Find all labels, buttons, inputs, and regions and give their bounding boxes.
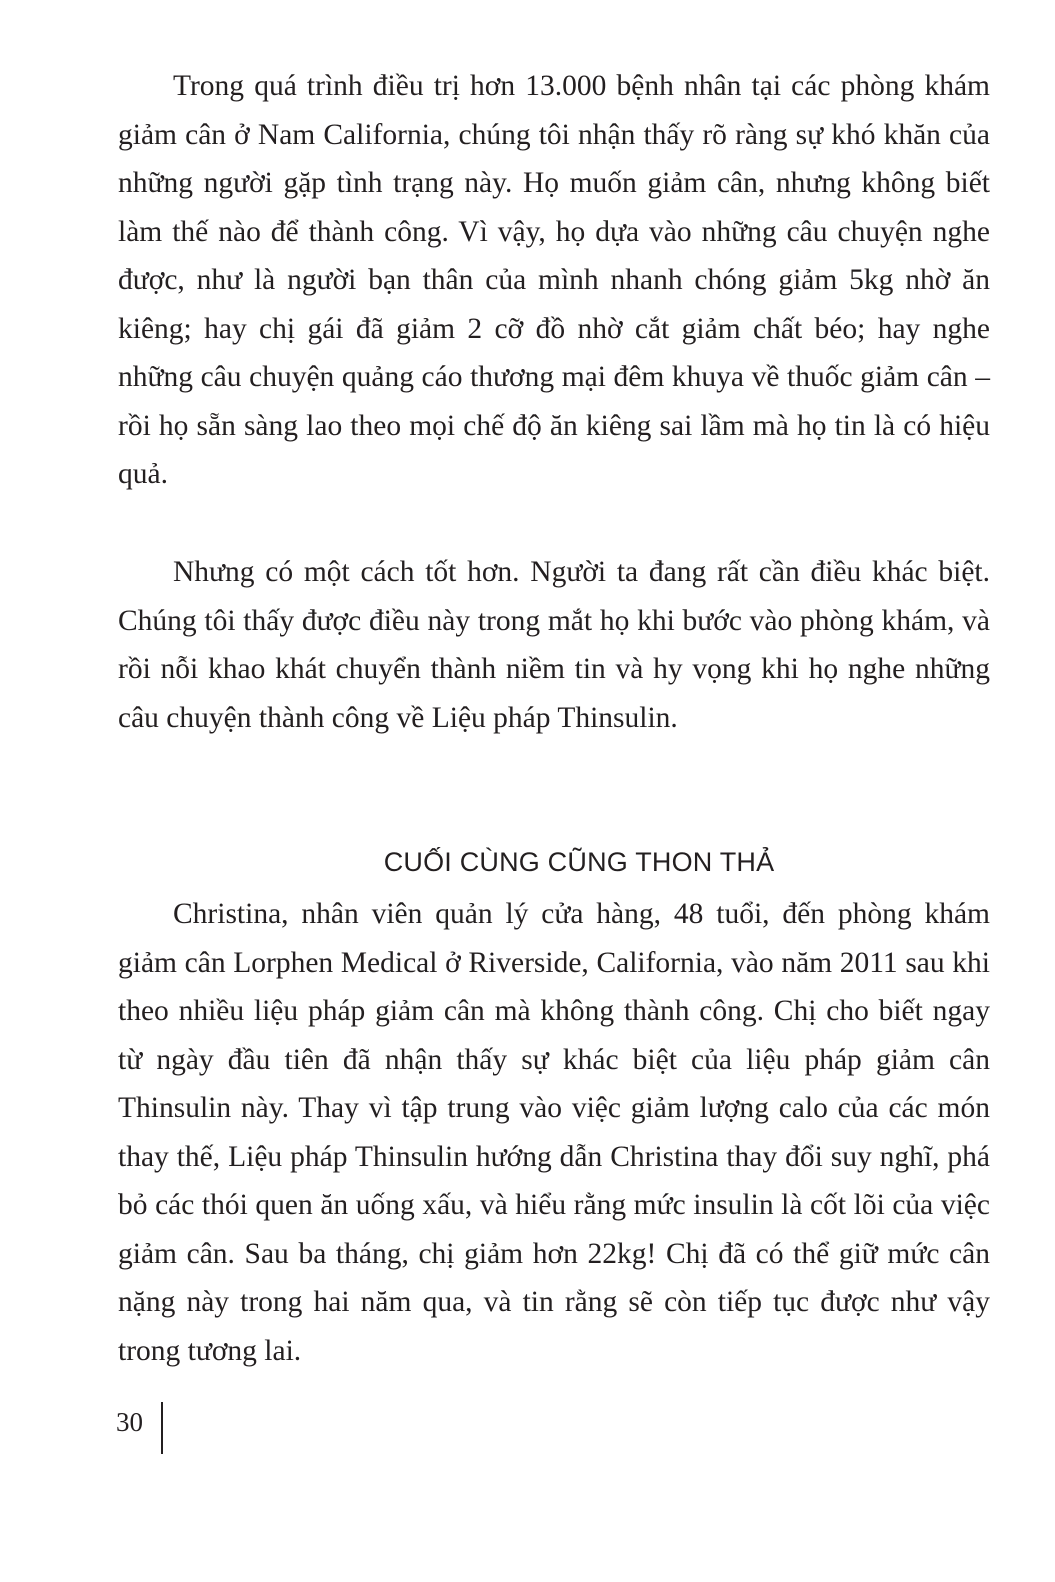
footer-divider xyxy=(161,1402,163,1454)
paragraph-2: Nhưng có một cách tốt hơn. Người ta đang rất cần điều khác biệt. Chúng tôi thấy được điều này trong mắt họ khi bước vào phòng khám, và rồi nỗi khao khát chuyển thành niềm tin và hy vọng khi họ nghe những câu chuyện thành công về Liệu pháp Thinsulin. xyxy=(118,556,990,734)
paragraph-1: Trong quá trình điều trị hơn 13.000 bệnh nhân tại các phòng khám giảm cân ở Nam California, chúng tôi nhận thấy rõ ràng sự khó khăn của những người gặp tình trạng này. Họ muốn giảm cân, nhưng không biết làm thế nào để thành công. Vì vậy, họ dựa vào những câu chuyện nghe được, như là người bạn thân của mình nhanh chóng giảm 5kg nhờ ăn kiêng; hay chị gái đã giảm 2 cỡ đồ nhờ cắt giảm chất béo; hay nghe những câu chuyện quảng cáo thương mại đêm khuya về thuốc giảm cân – rồi họ sẵn sàng lao theo mọi chế độ ăn kiêng sai lầm mà họ tin là có hiệu quả. xyxy=(118,70,990,490)
body-text-block xyxy=(118,62,990,499)
body-text-block xyxy=(118,548,990,742)
section-heading: CUỐI CÙNG CŨNG THON THẢ xyxy=(383,847,775,877)
section-text-block xyxy=(118,890,990,1375)
page-number: 30 xyxy=(116,1407,143,1437)
section-paragraph-1: Christina, nhân viên quản lý cửa hàng, 48 tuổi, đến phòng khám giảm cân Lorphen Medical ở Riverside, California, vào năm 2011 sau khi theo nhiều liệu pháp giảm cân mà không thành công. Chị cho biết ngay từ ngày đầu tiên đã nhận thấy sự khác biệt của liệu pháp giảm cân Thinsulin này. Thay vì tập trung vào việc giảm lượng calo của các món thay thế, Liệu pháp Thinsulin hướng dẫn Christina thay đổi suy nghĩ, phá bỏ các thói quen ăn uống xấu, và hiểu rằng mức insulin là cốt lõi của việc giảm cân. Sau ba tháng, chị giảm hơn 22kg! Chị đã có thể giữ mức cân nặng này trong hai năm qua, và tin rằng sẽ còn tiếp tục được như vậy trong tương lai. xyxy=(118,898,990,1367)
